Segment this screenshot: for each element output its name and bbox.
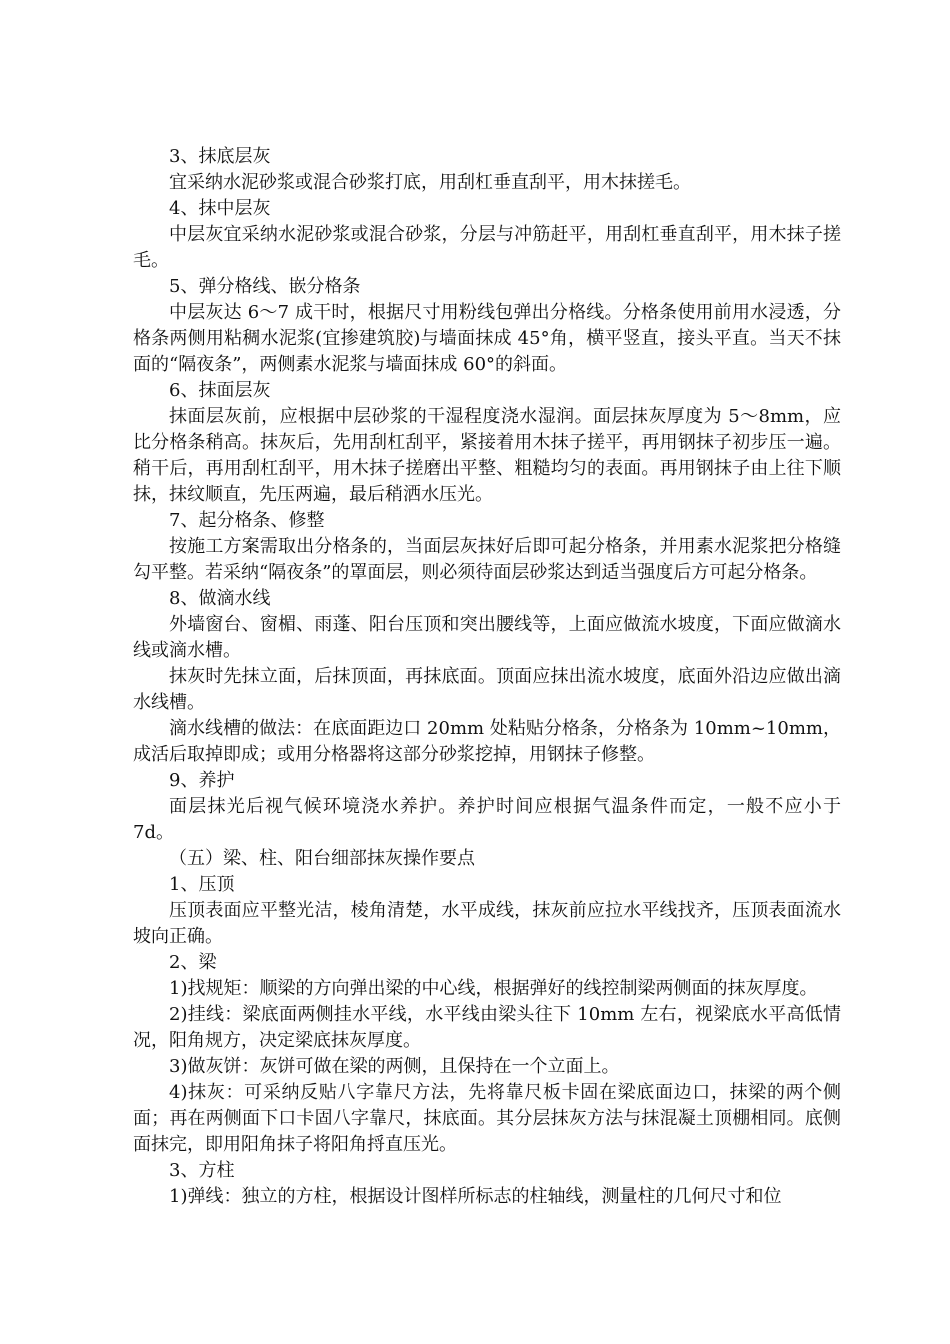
chapter-heading: （五）梁、柱、阳台细部抹灰操作要点 bbox=[169, 848, 475, 869]
body-paragraph: 4)抹灰：可采纳反贴八字靠尺方法，先将靠尺板卡固在梁底面边口，抹梁的两个侧面；再在两侧面下口卡固八字靠尺，抹底面。其分层抹灰方法与抹混凝土顶棚相同。底侧面抹完，即用阳角抹子将阳角捋直压光。 bbox=[133, 1082, 841, 1155]
body-paragraph: 2)挂线：梁底面两侧挂水平线，水平线由梁头往下 10mm 左右，视梁底水平高低情况，阳角规方，决定梁底抹灰厚度。 bbox=[133, 1004, 841, 1051]
body-paragraph: 滴水线槽的做法：在底面距边口 20mm 处粘贴分格条，分格条为 10mm~10mm，成活后取掉即成；或用分格器将这部分砂浆挖掉，用钢抹子修整。 bbox=[133, 718, 841, 765]
section-heading: 4、抹中层灰 bbox=[169, 198, 271, 219]
section-heading: 2、梁 bbox=[169, 952, 217, 973]
section-heading: 5、弹分格线、嵌分格条 bbox=[169, 276, 361, 297]
section-heading: 1、压顶 bbox=[169, 874, 235, 895]
body-paragraph: 面层抹光后视气候环境浇水养护。养护时间应根据气温条件而定，一般不应小于 7d。 bbox=[133, 796, 841, 843]
body-paragraph: 外墙窗台、窗楣、雨蓬、阳台压顶和突出腰线等，上面应做流水坡度，下面应做滴水线或滴水槽。 bbox=[133, 614, 841, 661]
section-heading: 3、方柱 bbox=[169, 1160, 235, 1181]
section-heading: 6、抹面层灰 bbox=[169, 380, 271, 401]
body-paragraph: 宜采纳水泥砂浆或混合砂浆打底，用刮杠垂直刮平，用木抹搓毛。 bbox=[169, 172, 691, 193]
section-heading: 8、做滴水线 bbox=[169, 588, 271, 609]
body-paragraph: 1)弹线：独立的方柱，根据设计图样所标志的柱轴线，测量柱的几何尺寸和位 bbox=[169, 1186, 782, 1207]
section-heading: 3、抹底层灰 bbox=[169, 146, 271, 167]
body-paragraph: 中层灰达 6～7 成干时，根据尺寸用粉线包弹出分格线。分格条使用前用水浸透，分格条两侧用粘稠水泥浆(宜掺建筑胶)与墙面抹成 45°角，横平竖直，接头平直。当天不抹面的“隔夜条”，两侧素水泥浆与墙面抹成 60°的斜面。 bbox=[133, 302, 841, 375]
body-paragraph: 1)找规矩：顺梁的方向弹出梁的中心线，根据弹好的线控制梁两侧面的抹灰厚度。 bbox=[169, 978, 818, 999]
body-paragraph: 抹灰时先抹立面，后抹顶面，再抹底面。顶面应抹出流水坡度，底面外沿边应做出滴水线槽。 bbox=[133, 666, 841, 713]
section-heading: 7、起分格条、修整 bbox=[169, 510, 325, 531]
document-body bbox=[133, 144, 841, 1210]
body-paragraph: 3)做灰饼：灰饼可做在梁的两侧，且保持在一个立面上。 bbox=[169, 1056, 620, 1077]
body-paragraph: 压顶表面应平整光洁，棱角清楚，水平成线，抹灰前应拉水平线找齐，压顶表面流水坡向正确。 bbox=[133, 900, 841, 947]
body-paragraph: 抹面层灰前，应根据中层砂浆的干湿程度浇水湿润。面层抹灰厚度为 5～8mm，应比分格条稍高。抹灰后，先用刮杠刮平，紧接着用木抹子搓平，再用钢抹子初步压一遍。稍干后，再用刮杠刮平，用木抹子搓磨出平整、粗糙均匀的表面。再用钢抹子由上往下顺抹，抹纹顺直，先压两遍，最后稍洒水压光。 bbox=[133, 406, 841, 505]
body-paragraph: 中层灰宜采纳水泥砂浆或混合砂浆，分层与冲筋赶平，用刮杠垂直刮平，用木抹子搓毛。 bbox=[133, 224, 841, 271]
section-heading: 9、养护 bbox=[169, 770, 235, 791]
body-paragraph: 按施工方案需取出分格条的，当面层灰抹好后即可起分格条，并用素水泥浆把分格缝勾平整。若采纳“隔夜条”的罩面层，则必须待面层砂浆达到适当强度后方可起分格条。 bbox=[133, 536, 841, 583]
